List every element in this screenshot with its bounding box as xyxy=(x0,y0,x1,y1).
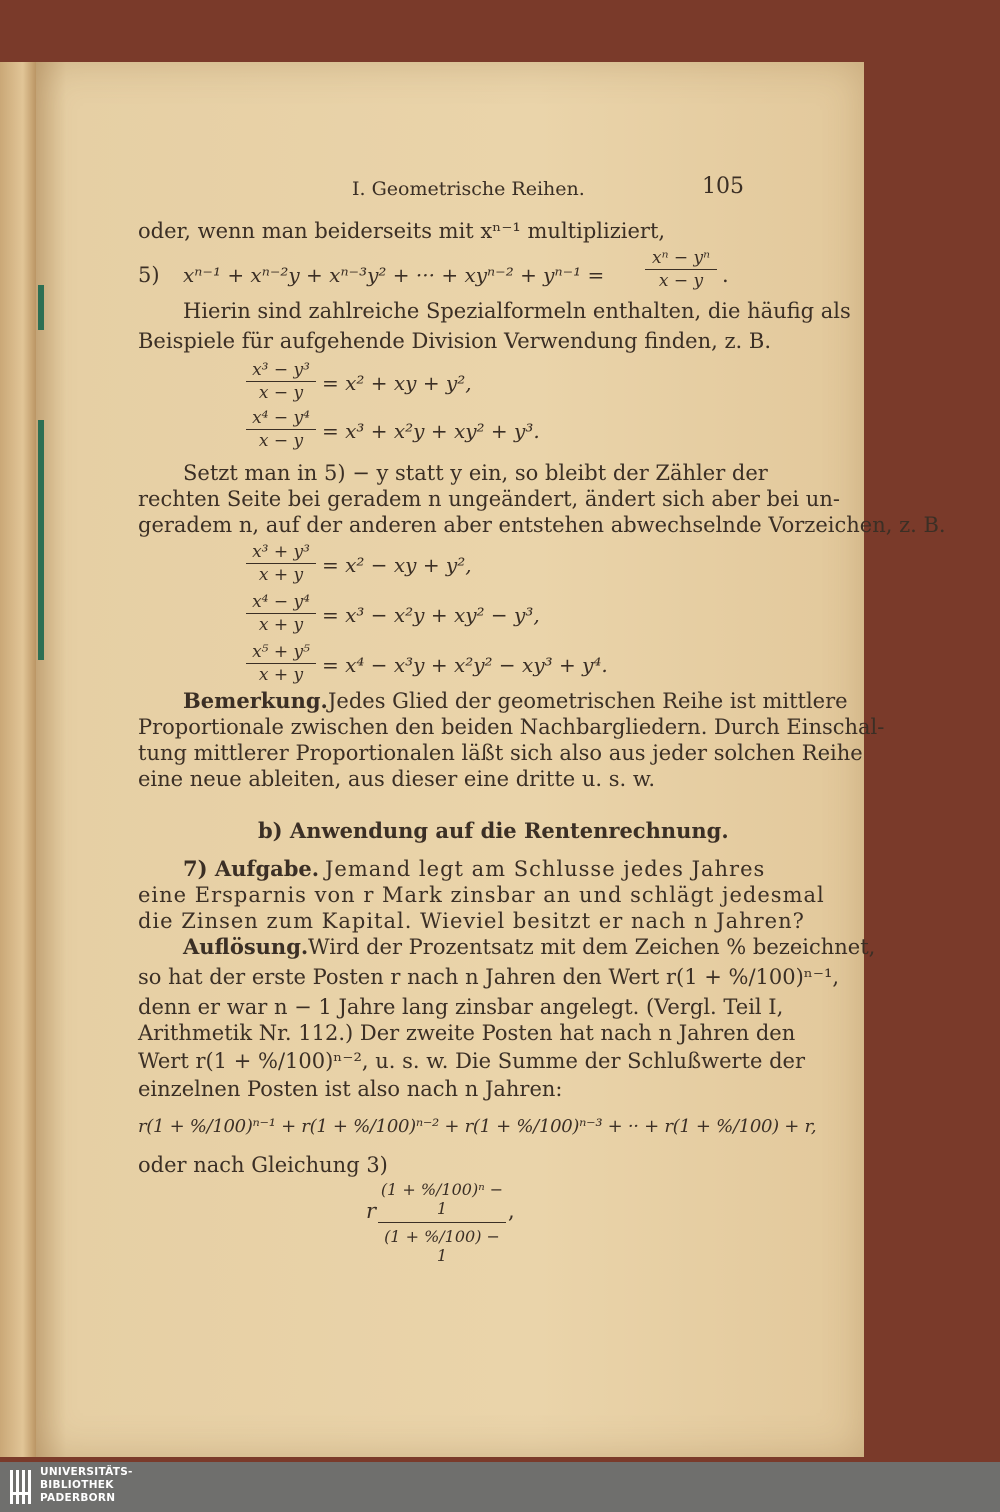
fraction-denominator: x − y xyxy=(258,431,304,451)
library-name-line: PADERBORN xyxy=(40,1492,116,1504)
text-line: Wird der Prozentsatz mit dem Zeichen % bezeichnet, xyxy=(308,935,876,959)
text-line: geradem n, auf der anderen aber entstehen abwechselnde Vorzeichen, z. B. xyxy=(138,513,946,537)
running-title: I. Geometrische Reihen. xyxy=(352,178,585,200)
sum-formula: r(1 + %/100)ⁿ⁻¹ + r(1 + %/100)ⁿ⁻² + r(1 + %/100)ⁿ⁻³ + ·· + r(1 + %/100) + r, xyxy=(138,1116,817,1137)
task-heading: 7) Aufgabe. xyxy=(183,856,320,881)
fraction-denominator: x − y xyxy=(658,271,704,291)
equation-fraction xyxy=(645,248,717,291)
fraction-denominator: (1 + %/100) − 1 xyxy=(384,1227,500,1265)
fraction-numerator: x⁴ − y⁴ xyxy=(246,408,316,430)
formula-fraction xyxy=(246,360,316,403)
remark-heading: Bemerkung. xyxy=(183,688,328,713)
footer-bar xyxy=(0,1462,1000,1512)
formula-rhs: = x⁴ − x³y + x²y² − xy³ + y⁴. xyxy=(322,653,608,677)
text-line: Arithmetik Nr. 112.) Der zweite Posten hat nach n Jahren den xyxy=(138,1021,796,1045)
solution-heading: Auflösung. xyxy=(183,934,309,959)
text-line: Beispiele für aufgehende Division Verwendung finden, z. B. xyxy=(138,329,771,353)
final-fraction xyxy=(378,1180,506,1265)
library-logo-icon xyxy=(8,1468,34,1506)
text-line: Jedes Glied der geometrischen Reihe ist mittlere xyxy=(328,689,848,713)
text-line: einzelnen Posten ist also nach n Jahren: xyxy=(138,1077,563,1101)
fraction-numerator: x³ + y³ xyxy=(246,542,316,564)
text-line: rechten Seite bei geradem n ungeändert, ändert sich aber bei un- xyxy=(138,487,840,511)
text-line: die Zinsen zum Kapital. Wieviel besitzt er nach n Jahren? xyxy=(138,909,805,933)
page-marker xyxy=(38,285,44,330)
formula-factor: r xyxy=(366,1199,377,1223)
section-heading: b) Anwendung auf die Rentenrechnung. xyxy=(258,818,729,843)
text-line: Setzt man in 5) − y statt y ein, so bleibt der Zähler der xyxy=(183,461,768,485)
equation-label: 5) xyxy=(138,263,160,287)
text-line: tung mittlerer Proportionalen läßt sich also aus jeder solchen Reihe xyxy=(138,741,863,765)
text-line: Proportionale zwischen den beiden Nachbargliedern. Durch Einschal- xyxy=(138,715,885,739)
formula-fraction xyxy=(246,642,316,685)
formula-fraction xyxy=(246,408,316,451)
text-line: so hat der erste Posten r nach n Jahren den Wert r(1 + %/100)ⁿ⁻¹, xyxy=(138,965,840,989)
text-line: eine neue ableiten, aus dieser eine dritte u. s. w. xyxy=(138,767,656,791)
library-name-line: UNIVERSITÄTS- xyxy=(40,1466,133,1478)
text-line: oder nach Gleichung 3) xyxy=(138,1153,388,1177)
formula-rhs: = x³ − x²y + xy² − y³, xyxy=(322,603,540,627)
fraction-numerator: x⁴ − y⁴ xyxy=(246,592,316,614)
formula-fraction xyxy=(246,542,316,585)
fraction-numerator: xⁿ − yⁿ xyxy=(645,248,717,270)
formula-rhs: = x² + xy + y², xyxy=(322,371,472,395)
page-number: 105 xyxy=(702,174,744,199)
text-line: Hierin sind zahlreiche Spezialformeln enthalten, die häufig als xyxy=(183,299,851,323)
text-line: denn er war n − 1 Jahre lang zinsbar angelegt. (Vergl. Teil I, xyxy=(138,995,784,1019)
library-name-line: BIBLIOTHEK xyxy=(40,1479,114,1491)
formula-rhs: = x³ + x²y + xy² + y³. xyxy=(322,419,540,443)
fraction-denominator: x + y xyxy=(258,565,304,585)
comma: , xyxy=(508,1199,515,1223)
text-line: Wert r(1 + %/100)ⁿ⁻², u. s. w. Die Summe der Schlußwerte der xyxy=(138,1049,805,1073)
fraction-numerator: (1 + %/100)ⁿ − 1 xyxy=(378,1180,506,1223)
fraction-denominator: x + y xyxy=(258,615,304,635)
equation-lhs: xⁿ⁻¹ + xⁿ⁻²y + xⁿ⁻³y² + ··· + xyⁿ⁻² + yⁿ⁻¹ = xyxy=(183,263,605,287)
left-page-edge xyxy=(0,62,38,1457)
fraction-denominator: x − y xyxy=(258,383,304,403)
library-name xyxy=(40,1466,133,1505)
fraction-numerator: x³ − y³ xyxy=(246,360,316,382)
formula-rhs: = x² − xy + y², xyxy=(322,553,472,577)
fraction-denominator: x + y xyxy=(258,665,304,685)
page-marker xyxy=(38,420,44,660)
fraction-numerator: x⁵ + y⁵ xyxy=(246,642,316,664)
text-line: Jemand legt am Schlusse jedes Jahres xyxy=(325,857,766,881)
text-line: eine Ersparnis von r Mark zinsbar an und schlägt jedesmal xyxy=(138,883,825,907)
period: . xyxy=(722,263,729,287)
text-line: oder, wenn man beiderseits mit xⁿ⁻¹ multipliziert, xyxy=(138,219,666,243)
formula-fraction xyxy=(246,592,316,635)
